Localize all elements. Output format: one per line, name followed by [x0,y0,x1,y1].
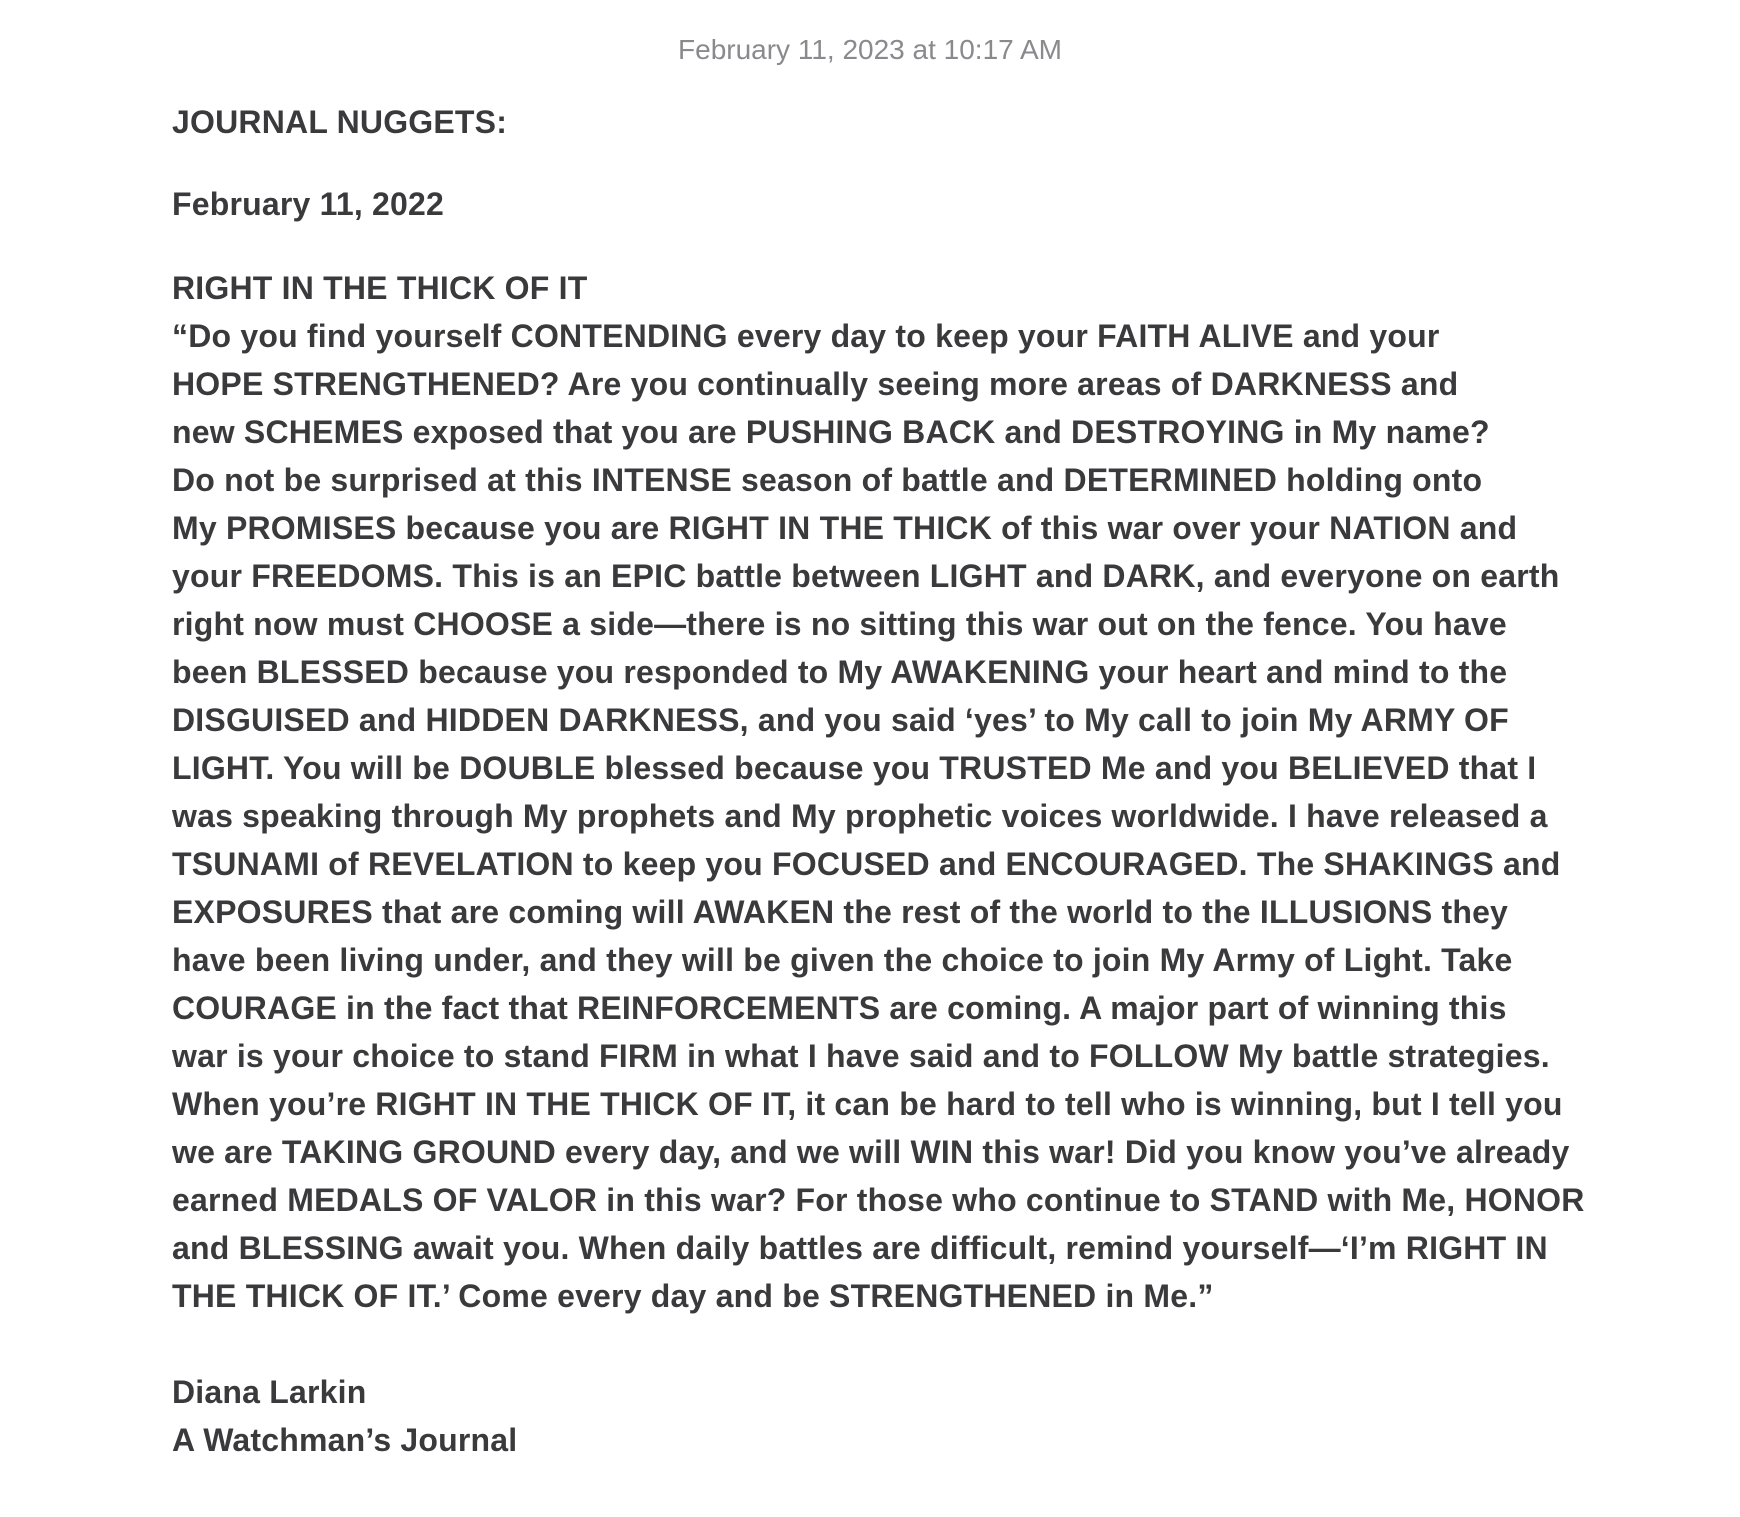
paragraph-line: been BLESSED because you responded to My AWAKENING your heart and mind to the [172,654,1508,690]
paragraph-line: TSUNAMI of REVELATION to keep you FOCUSED and ENCOURAGED. The SHAKINGS and [172,846,1561,882]
paragraph-line: new SCHEMES exposed that you are PUSHING BACK and DESTROYING in My name? [172,414,1490,450]
note-body[interactable] [172,100,1652,1464]
paragraph-line: HOPE STRENGTHENED? Are you continually seeing more areas of DARKNESS and [172,366,1459,402]
entry-title: RIGHT IN THE THICK OF IT [172,270,588,306]
paragraph-line: right now must CHOOSE a side—there is no sitting this war out on the fence. You have [172,606,1507,642]
paragraph-line: When you’re RIGHT IN THE THICK OF IT, it can be hard to tell who is winning, but I tell you [172,1086,1563,1122]
paragraph-line: LIGHT. You will be DOUBLE blessed because you TRUSTED Me and you BELIEVED that I [172,750,1537,786]
journal-source: A Watchman’s Journal [172,1422,518,1458]
paragraph-line: DISGUISED and HIDDEN DARKNESS, and you said ‘yes’ to My call to join My ARMY OF [172,702,1509,738]
paragraph-line: and BLESSING await you. When daily battles are difficult, remind yourself—‘I’m RIGHT IN [172,1230,1548,1266]
paragraph-line: was speaking through My prophets and My prophetic voices worldwide. I have released a [172,798,1548,834]
entry-paragraph [172,312,1652,1320]
paragraph-line: My PROMISES because you are RIGHT IN THE THICK of this war over your NATION and [172,510,1518,546]
paragraph-line: COURAGE in the fact that REINFORCEMENTS are coming. A major part of winning this [172,990,1507,1026]
paragraph-line: have been living under, and they will be given the choice to join My Army of Light. Take [172,942,1513,978]
paragraph-line: “Do you find yourself CONTENDING every day to keep your FAITH ALIVE and your [172,318,1440,354]
author-name: Diana Larkin [172,1374,367,1410]
paragraph-line: EXPOSURES that are coming will AWAKEN the rest of the world to the ILLUSIONS they [172,894,1509,930]
paragraph-line: your FREEDOMS. This is an EPIC battle between LIGHT and DARK, and everyone on earth [172,558,1560,594]
entry-date: February 11, 2022 [172,186,445,222]
paragraph-line: earned MEDALS OF VALOR in this war? For those who continue to STAND with Me, HONOR [172,1182,1585,1218]
paragraph-line: Do not be surprised at this INTENSE season of battle and DETERMINED holding onto [172,462,1483,498]
paragraph-line: THE THICK OF IT.’ Come every day and be STRENGTHENED in Me.” [172,1278,1214,1314]
paragraph-line: war is your choice to stand FIRM in what I have said and to FOLLOW My battle strategies. [172,1038,1550,1074]
note-heading: JOURNAL NUGGETS: [172,104,508,140]
note-timestamp: February 11, 2023 at 10:17 AM [678,34,1062,65]
paragraph-line: we are TAKING GROUND every day, and we will WIN this war! Did you know you’ve already [172,1134,1570,1170]
signature-block [172,1368,1652,1464]
